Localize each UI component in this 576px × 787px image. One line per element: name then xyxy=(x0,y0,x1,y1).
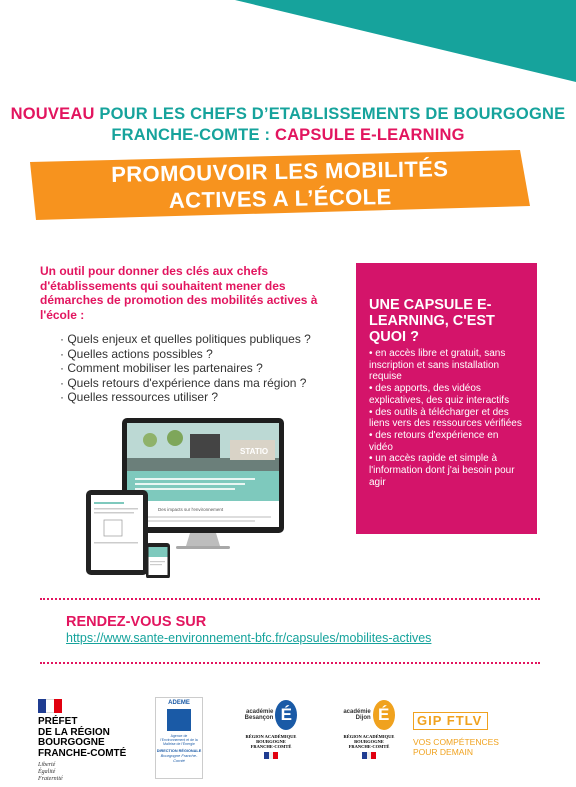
ademe-tagline: Agence de l'Environnement et de la Maîtrise de l'Énergie xyxy=(160,734,198,747)
heading-audience: POUR LES CHEFS D’ETABLISSEMENTS DE BOURGOGNE FRANCHE-COMTE : xyxy=(99,105,566,144)
page-heading xyxy=(0,104,576,146)
capsule-feature-list xyxy=(369,348,524,488)
question-list xyxy=(60,332,350,405)
phone-image xyxy=(146,543,170,578)
corner-decoration xyxy=(0,0,576,90)
title-banner xyxy=(30,150,530,220)
page-title xyxy=(29,148,530,223)
academie-besancon-logo xyxy=(236,699,306,759)
rendezvous-label: RENDEZ-VOUS SUR xyxy=(66,614,207,630)
question-item: · Quels retours d'expérience dans ma région ? xyxy=(60,376,350,391)
heading-capsule: CAPSULE E-LEARNING xyxy=(274,126,465,144)
devices-illustration xyxy=(80,418,290,578)
capsule-title: UNE CAPSULE E-LEARNING, C'EST QUOI ? xyxy=(369,297,495,345)
question-item: · Quelles ressources utiliser ? xyxy=(60,390,350,405)
dotted-divider xyxy=(40,662,540,664)
capsule-feature: • en accès libre et gratuit, sans inscription et sans installation requise xyxy=(369,348,506,383)
academie-e-icon: É xyxy=(373,700,395,730)
capsule-feature: • un accès rapide et simple à l'information dont j'ai besoin pour agir xyxy=(369,453,515,488)
heading-new: NOUVEAU xyxy=(10,105,95,123)
french-flag-icon xyxy=(362,752,376,759)
title-line-1: PROMOUVOIR LES MOBILITÉS xyxy=(110,156,449,187)
ademe-name: ADEME xyxy=(168,700,190,706)
screen-section-title: Des impacts sur l'environnement xyxy=(158,507,224,512)
question-item: · Quelles actions possibles ? xyxy=(60,347,350,362)
station-sign: STATIO xyxy=(240,447,269,456)
ademe-logo xyxy=(155,697,203,779)
academie-dijon-name: académie Dijon xyxy=(343,708,371,721)
tablet-image xyxy=(86,490,148,575)
academie-dijon-region: RÉGION ACADÉMIQUE BOURGOGNE FRANCHE-COMTÉ xyxy=(343,734,395,749)
prefet-name: PRÉFET DE LA RÉGION BOURGOGNE FRANCHE-COMTÉ xyxy=(38,716,127,759)
gip-ftlv-logo: GIP FTLV xyxy=(413,712,488,730)
intro-text: Un outil pour donner des clés aux chefs d'établissements qui souhaitent mener des démarches de promotion des mobilités actives à l'école : xyxy=(40,264,318,322)
capsule-feature: • des apports, des vidéos explicatives, des quiz interactifs xyxy=(369,383,510,406)
academie-dijon-logo xyxy=(334,699,404,759)
question-item: · Quels enjeux et quelles politiques publiques ? xyxy=(60,332,350,347)
capsule-feature: • des retours d'expérience en vidéo xyxy=(369,429,499,453)
french-flag-icon xyxy=(38,699,62,713)
ademe-direction: DIRECTION RÉGIONALE xyxy=(156,748,202,753)
capsule-info-box xyxy=(356,263,537,534)
gip-tagline: VOS COMPÉTENCES POUR DEMAIN xyxy=(413,737,499,757)
dotted-divider xyxy=(40,598,540,600)
prefet-logo xyxy=(38,699,148,783)
title-line-2: ACTIVES A L’ÉCOLE xyxy=(168,184,392,213)
academie-besancon-name: académie Besançon xyxy=(244,708,274,721)
ademe-region: Bourgogne Franche-Comté xyxy=(160,753,198,764)
french-flag-icon xyxy=(264,752,278,759)
question-item: · Comment mobiliser les partenaires ? xyxy=(60,361,350,376)
prefet-motto: Liberté Égalité Fraternité xyxy=(38,762,63,782)
capsule-link[interactable]: https://www.sante-environnement-bfc.fr/capsules/mobilites-actives xyxy=(66,631,432,645)
capsule-feature: • des outils à télécharger et des liens vers des ressources vérifiées xyxy=(369,406,522,430)
ademe-emblem-icon xyxy=(167,709,191,731)
academie-besancon-region: RÉGION ACADÉMIQUE BOURGOGNE FRANCHE-COMTÉ xyxy=(245,734,297,749)
academie-e-icon: É xyxy=(275,700,297,730)
